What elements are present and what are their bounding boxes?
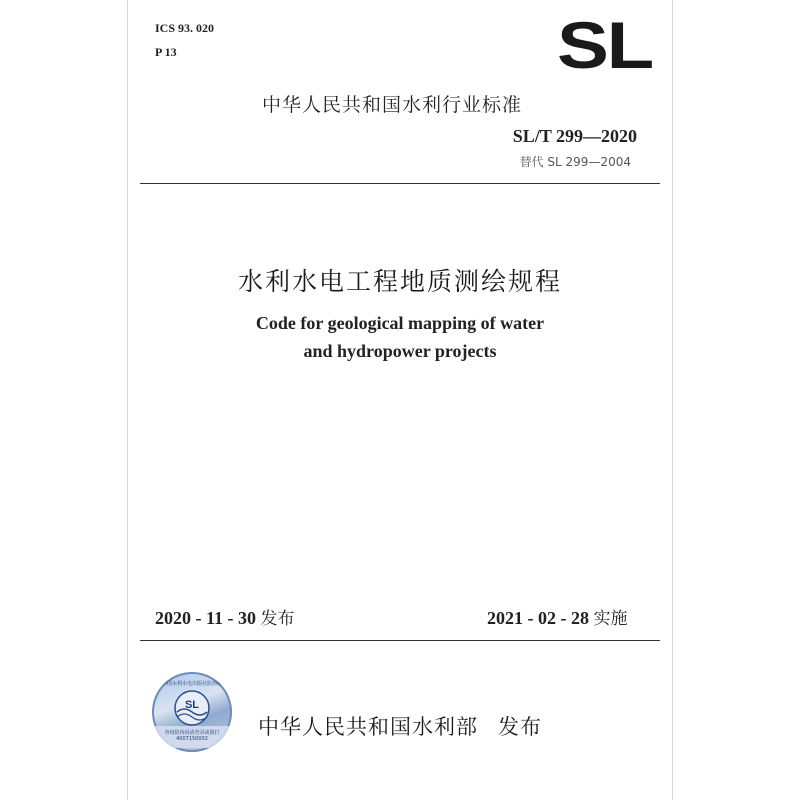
english-title-line-1: Code for geological mapping of water <box>255 313 545 333</box>
publisher-name: 中华人民共和国水利部 <box>258 715 478 739</box>
publisher-action: 发布 <box>498 715 542 739</box>
issue-date-label: 发布 <box>260 609 295 629</box>
english-title-line-2: and hydropower projects <box>303 341 497 361</box>
issue-date <box>155 604 295 629</box>
anti-counterfeit-seal <box>152 672 232 752</box>
top-divider <box>140 183 660 184</box>
implementation-date <box>487 604 628 629</box>
bottom-divider <box>140 640 660 641</box>
ccs-code: P 13 <box>155 45 177 59</box>
seal-arc-text: 中国水利水电出版社防伪标 <box>161 681 222 687</box>
issue-date-value: 2020 - 11 - 30 <box>155 608 256 628</box>
seal-text-line-2: 4007150002 <box>176 736 208 742</box>
industry-standard-title: 中华人民共和国水利行业标准 <box>262 94 523 116</box>
sl-logo: SL <box>557 8 652 82</box>
implementation-date-value: 2021 - 02 - 28 <box>487 608 589 628</box>
standard-number: SL/T 299—2020 <box>512 126 637 146</box>
ics-code: ICS 93. 020 <box>155 21 215 35</box>
seal-emblem-letters: SL <box>184 699 200 711</box>
chinese-title: 水利水电工程地质测绘规程 <box>237 267 562 296</box>
supersedes-note: 替代 SL 299—2004 <box>519 155 631 169</box>
seal-text-line-1: 查询防伪码请登录或拨打 <box>164 730 220 736</box>
publisher-line <box>258 711 542 741</box>
implementation-date-label: 实施 <box>593 609 628 629</box>
